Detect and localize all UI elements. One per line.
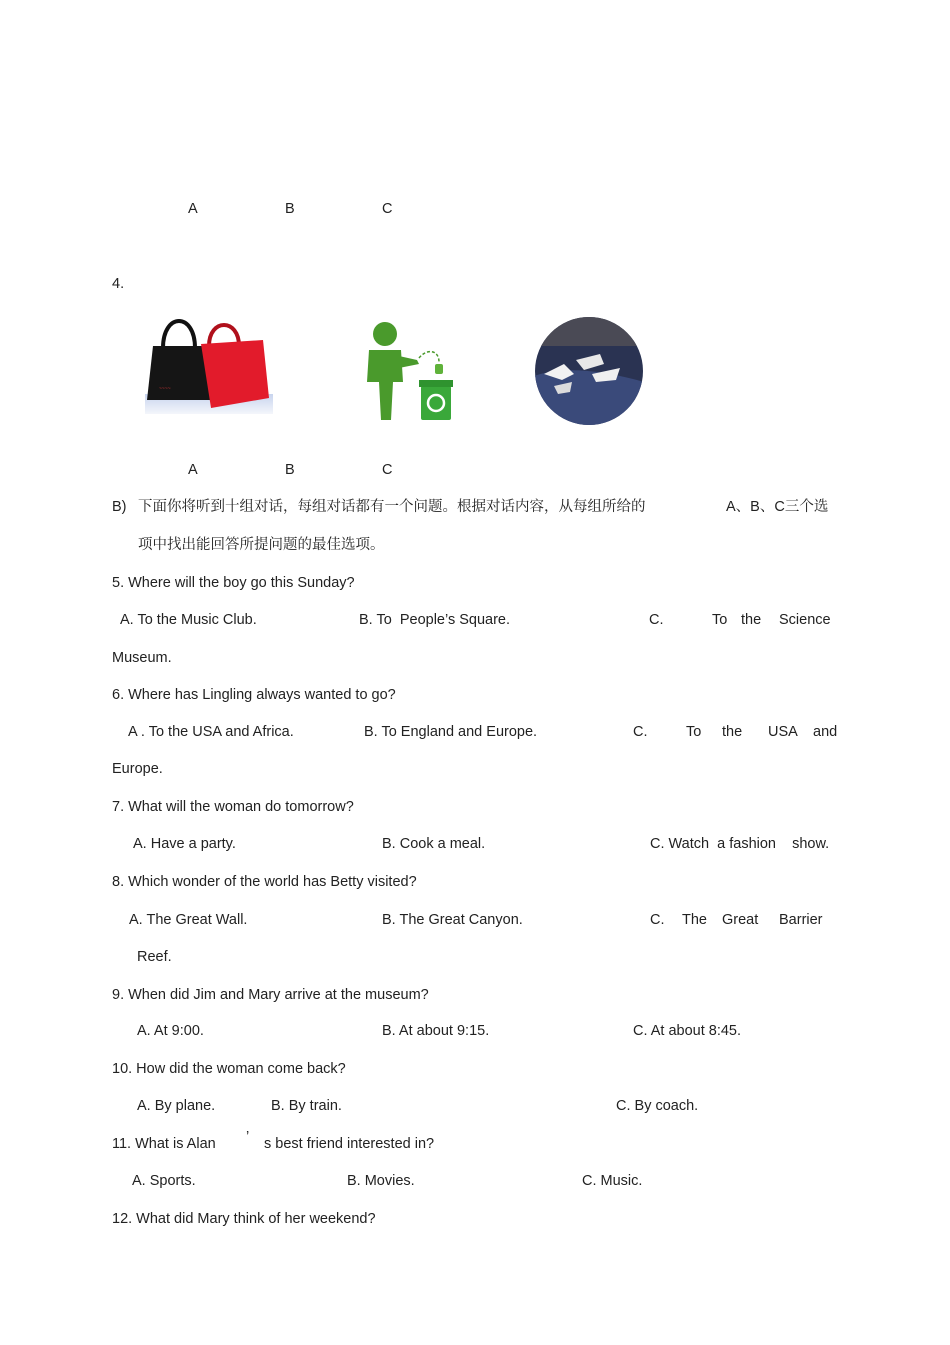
q7-option-a: A. Have a party.: [133, 836, 236, 852]
question-8: 8. Which wonder of the world has Betty visited?: [112, 874, 417, 890]
shopping-bags-image: [145, 312, 275, 417]
question-6: 6. Where has Lingling always wanted to go?: [112, 687, 396, 703]
question-11-apostrophe: ’: [246, 1129, 250, 1145]
question-9: 9. When did Jim and Mary arrive at the museum?: [112, 987, 429, 1003]
q6-option-c: C.: [633, 724, 648, 740]
section-b-instruction-line1: 下面你将听到十组对话，每组对话都有一个问题。根据对话内容，从每组所给的: [138, 499, 646, 515]
q3-letter-c: C: [382, 201, 393, 217]
q4-letter-c: C: [382, 462, 393, 478]
q3-letter-a: A: [188, 201, 198, 217]
q6-option-c-continued: Europe.: [112, 761, 163, 777]
q9-option-c: C. At about 8:45.: [633, 1023, 742, 1039]
q6-option-a: A . To the USA and Africa.: [128, 724, 294, 740]
q11-option-c: C. Music.: [582, 1173, 643, 1189]
q5-option-a: A. To the Music Club.: [120, 612, 257, 628]
q3-letter-b: B: [285, 201, 295, 217]
q8-option-c-word: Great: [722, 912, 759, 928]
q9-option-a: A. At 9:00.: [137, 1023, 204, 1039]
q8-option-b: B. The Great Canyon.: [382, 912, 523, 928]
q6-option-b: B. To England and Europe.: [364, 724, 538, 740]
question-11-continued: s best friend interested in?: [264, 1136, 435, 1152]
q5-option-c: C.: [649, 612, 664, 628]
q9-option-b: B. At about 9:15.: [382, 1023, 490, 1039]
q7-option-b: B. Cook a meal.: [382, 836, 486, 852]
q5-option-c-word: the: [741, 612, 762, 628]
question-12: 12. What did Mary think of her weekend?: [112, 1211, 376, 1227]
q5-option-b: B. To People’s Square.: [359, 612, 511, 628]
q6-option-c-word: the: [722, 724, 743, 740]
q10-option-a: A. By plane.: [137, 1098, 216, 1114]
q11-option-a: A. Sports.: [132, 1173, 196, 1189]
question-11: 11. What is Alan: [112, 1136, 216, 1152]
svg-text:~~~~: ~~~~: [159, 386, 171, 392]
q6-option-c-word: USA: [768, 724, 798, 740]
question-7: 7. What will the woman do tomorrow?: [112, 799, 354, 815]
q6-option-c-word: and: [813, 724, 838, 740]
recycling-person-image: [355, 320, 455, 422]
q6-option-c-word: To: [686, 724, 702, 740]
q4-letter-b: B: [285, 462, 295, 478]
section-b-instruction-options: A、B、C三个选: [726, 499, 829, 515]
q4-number: 4.: [112, 276, 125, 292]
q5-option-c-word: Science: [779, 612, 831, 628]
q8-option-a: A. The Great Wall.: [129, 912, 248, 928]
q11-option-b: B. Movies.: [347, 1173, 415, 1189]
polluted-water-image: [534, 316, 644, 426]
q8-option-c-continued: Reef.: [137, 949, 172, 965]
q8-option-c-word: The: [682, 912, 707, 928]
question-10: 10. How did the woman come back?: [112, 1061, 346, 1077]
q5-option-c-word: To: [712, 612, 728, 628]
q8-option-c-word: Barrier: [779, 912, 823, 928]
section-b-instruction-line2: 项中找出能回答所提问题的最佳选项。: [138, 537, 385, 553]
question-5: 5. Where will the boy go this Sunday?: [112, 575, 355, 591]
section-b-label: B): [112, 499, 127, 515]
q10-option-c: C. By coach.: [616, 1098, 699, 1114]
q8-option-c: C.: [650, 912, 665, 928]
q10-option-b: B. By train.: [271, 1098, 342, 1114]
q7-option-c: C. Watch a fashion show.: [650, 836, 830, 852]
q5-option-c-continued: Museum.: [112, 650, 172, 666]
q4-letter-a: A: [188, 462, 198, 478]
